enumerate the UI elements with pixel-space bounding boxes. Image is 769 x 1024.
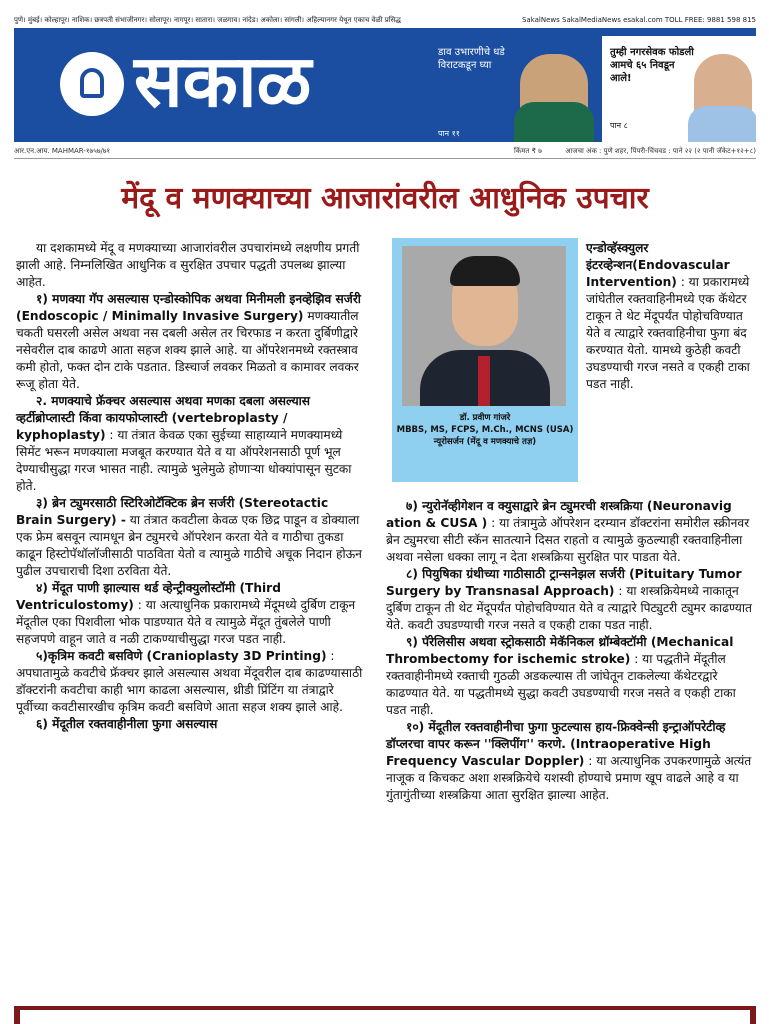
section-6-continued-heading: एन्डोव्हॅस्क्युलर इंटरव्हेन्शन(Endovascular Intervention) <box>586 241 730 289</box>
photo-caption <box>392 412 578 448</box>
section-10-heading: १०) मेंदूतील रक्तवाहीनीचा फुगा फुटल्यास हाय-फ्रिक्वेन्सी इन्ट्राऑपरेटीव्ह डॉप्लरचा वापर करून ''क्लिपींग'' करणे. (Intraoperative High Frequency Vascular Doppler) <box>386 720 726 768</box>
section-3-body: या तंत्रात कवटीला केवळ एक छिद्र पाडून व डोक्याला एक फ्रेम बसवून त्यामधून ब्रेन ट्युमरचे ऑपरेशन करता येते व गाठीचा तुकडा काढून हिस्टोपॅथॉलॉजीसाठी पाठविता येतो व त्यामुळे गाठीचे अचूक निदान होऊन पुढील उपचाराची दिशा ठरविता येते. <box>16 513 362 578</box>
newspaper-logo: सकाळ <box>134 38 312 123</box>
section-8-heading: ८) पियुषिका ग्रंथीच्या गाठीसाठी ट्रान्सनेझल सर्जरी (Pituitary Tumor Surgery by Transnasal Approach) <box>386 567 742 598</box>
doctor-name: डॉ. प्रवीण गांजरे <box>459 413 511 423</box>
social-links: SakalNews SakalMediaNews esakal.com TOLL FREE: 9881 598 815 <box>521 16 756 24</box>
doctor-photo-box <box>392 238 578 482</box>
promo-politics-photo <box>694 54 752 142</box>
section-2-heading: २. मणक्याचे फ्रॅक्चर असल्यास अथवा मणका दबला असल्यास व्हर्टीब्रोप्लास्टी किंवा कायफोप्लास्टी (vertebroplasty / kyphoplasty) <box>16 394 311 442</box>
promo-box-politics <box>602 36 756 142</box>
article-column-2-bottom <box>386 498 756 804</box>
top-strip <box>14 12 756 28</box>
section-4-body: : या अत्याधुनिक प्रकारामध्ये मेंदूमध्ये दुर्बिण टाकून मेंदूतील एका पिशवीला भोक पाडण्यात येते व त्यामुळे मेंदूत तुंबलेले पाणी सहजपणे वाहून जाते व नळी टाकण्याचीसुद्धा गरज पडत नाही. <box>16 598 356 646</box>
section-6-heading: ६) मेंदूतील रक्तवाहीनीला फुगा असल्यास <box>36 717 218 731</box>
section-6-continued-body: : या प्रकारामध्ये जांघेतील रक्तवाहिनीमध्ये एक कॅथेटर टाकून ते थेट मेंदूपर्यंत पोहोचविण्यात येते व त्याद्वारे रक्तवाहिनीचा फुगा बंद करण्यात येतो. यामध्ये कुठेही कवटी उघडण्याची गरज नसते व एकही टाका पडत नाही. <box>586 275 750 391</box>
masthead <box>14 28 756 142</box>
article-column-3 <box>586 240 756 393</box>
promo-politics-text: तुम्ही नगरसेवक फोडली आमचे ६५ निवडून आले! <box>610 47 694 84</box>
bottom-border <box>14 1006 756 1024</box>
section-8-body: : या शस्त्रक्रियेमध्ये नाकातून दुर्बिण टाकून ती थेट मेंदूपर्यंत पोहोचविण्यात येते व त्याद्वारे पिट्युटरी ट्युमर काढण्यात येते. कवटी उघडण्याची गरज नसते व एकही टाका पडत नाही. <box>386 584 752 632</box>
article-headline: मेंदू व मणक्याच्या आजारांवरील आधुनिक उपचार <box>121 181 649 216</box>
edition-info-line <box>14 144 756 159</box>
section-4-heading: ४) मेंदूत पाणी झाल्यास थर्ड व्हेन्ट्रीक्युलोस्टॉमी (Third Ventriculostomy) <box>16 581 281 612</box>
registration-number: आर.एन.आय. MAHMAR-१७५७/७१ <box>14 147 111 155</box>
edition-pages: आजचा अंक : पुणे शहर, पिंपरी-चिंचवड : पाने २२ (२ पानी जॅकेट+१२+८) <box>565 147 756 155</box>
promo-sports-photo <box>520 54 588 142</box>
section-5-body: : अपघातामुळे कवटीचे फ्रॅक्चर झाले असल्यास अथवा मेंदूवरील दाब काढण्यासाठी डॉक्टरांनी कवटीचा काही भाग काढला असल्यास, थ्रीडी प्रिंटिंग या तंत्राद्वारे पूर्वीच्या कवटीसारखीच कृत्रिम कवटी बसविणे आता सहज शक्य झाले आहे. <box>16 649 363 714</box>
promo-politics-page: पान ८ <box>610 121 628 130</box>
section-9-heading: ९) पॅरेलिसीस अथवा स्ट्रोकसाठी मेकॅनिकल थ्रॉम्बेक्टॉमी (Mechanical Thrombectomy for ischemic stroke) <box>386 635 734 666</box>
section-2-body: : या तंत्रात केवळ एका सुईच्या साहाय्याने मणक्यामध्ये सिमेंट भरून मणक्याला मजबूत करण्यात येते व या ऑपरेशनसाठी पूर्ण भूल देण्याचीसुद्धा गरज भासत नाही. त्यामुळे भुलेमुळे होणाऱ्या धोक्यांपासून सुटका होते. <box>16 428 352 493</box>
doctor-degrees: MBBS, MS, FCPS, M.Ch., MCNS (USA) <box>396 425 574 435</box>
logo-emblem-icon <box>60 52 124 116</box>
edition-cities: पुणे। मुंबई। कोल्हापूर। नाशिक। छत्रपती संभाजीनगर। सोलापूर। नागपूर। सातारा। जळगाव। नांदेड। अकोला। सांगली। अहिल्यानगर येथून एकाच वेळी प्रसिद्ध <box>14 16 401 24</box>
section-10-body: : या अत्याधुनिक उपकरणामुळे अत्यंत नाजूक व किचकट अशा शस्त्रक्रियेचे यशस्वी होण्याचे प्रमाण खूप वाढले आहे व या गुंतागुंतीच्या शस्त्रक्रिया आता सुरक्षित झाल्या आहेत. <box>386 754 752 802</box>
section-3-heading: ३) ब्रेन ट्युमरसाठी स्टिरिओटॅक्टिक ब्रेन सर्जरी (Stereotactic Brain Surgery) - <box>16 496 329 527</box>
promo-box-sports <box>424 42 594 142</box>
promo-sports-page: पान ११ <box>438 129 460 138</box>
section-5-heading: ५)कृत्रिम कवटी बसविणे (Cranioplasty 3D Printing) <box>36 649 327 663</box>
price: किंमत ₹ ७ <box>514 147 542 155</box>
section-7-heading: ७) न्युरोनॅव्हीगेशन व क्युसाद्वारे ब्रेन ट्युमरची शस्त्रक्रिया (Neuronavig ation & CUSA ) <box>386 499 732 530</box>
article-column-1 <box>16 240 364 733</box>
doctor-role: न्यूरोसर्जन (मेंदू व मणक्याचे तज्ञ) <box>433 437 537 447</box>
section-7-body: : या तंत्रामुळे ऑपरेशन दरम्यान डॉक्टरांना समोरील स्क्रीनवर ब्रेन ट्युमरचा सीटी स्कॅन सातत्याने दिसत राहतो व त्यामुळे कुठल्याही रक्तवाहिनीला अथवा नसेला धक्का लागू न देता शस्त्रक्रिया सुरक्षित पार पाडता येते. <box>386 516 750 564</box>
intro-paragraph: या दशकामध्ये मेंदू व मणक्याच्या आजारांवरील उपचारांमध्ये लक्षणीय प्रगती झाली आहे. निम्नलिखित आधुनिक व सुरक्षित उपचार पद्धती उपलब्ध झाल्या आहेत. <box>16 241 360 289</box>
section-1-heading: १) मणक्या गॅप असल्यास एन्डोस्कोपिक अथवा मिनीमली इनव्हेझिव सर्जरी (Endoscopic / Minimally Invasive Surgery) <box>16 292 361 323</box>
section-1-body: मणक्यातील चकती घसरली असेल अथवा नस दबली असेल तर चिरफाड न करता दुर्बिणीद्वारे नसेवरील दाब काढणे आता सहज शक्य झाले आहे. या ऑपरेशनमध्ये रक्तस्त्राव कमी होतो, फक्त दोन टाके पडतात. डिस्चार्ज लवकर मिळतो व कामावर लवकर रूजू होता येते. <box>16 309 359 391</box>
section-9-body: : या पद्धतीने मेंदूतील रक्तवाहीनीमध्ये रक्ताची गुठळी अडकल्यास ती जांघेतून टाकलेल्या कॅथेटरद्वारे काढण्यात येते. या पद्धतीमध्ये सुद्धा कवटी उघडण्याची गरज नसते व एकही टाका पडत नाही. <box>386 652 736 717</box>
promo-sports-text: डाव उभारणीचे धडे विराटकडून घ्या <box>438 47 505 71</box>
doctor-portrait <box>402 246 566 406</box>
